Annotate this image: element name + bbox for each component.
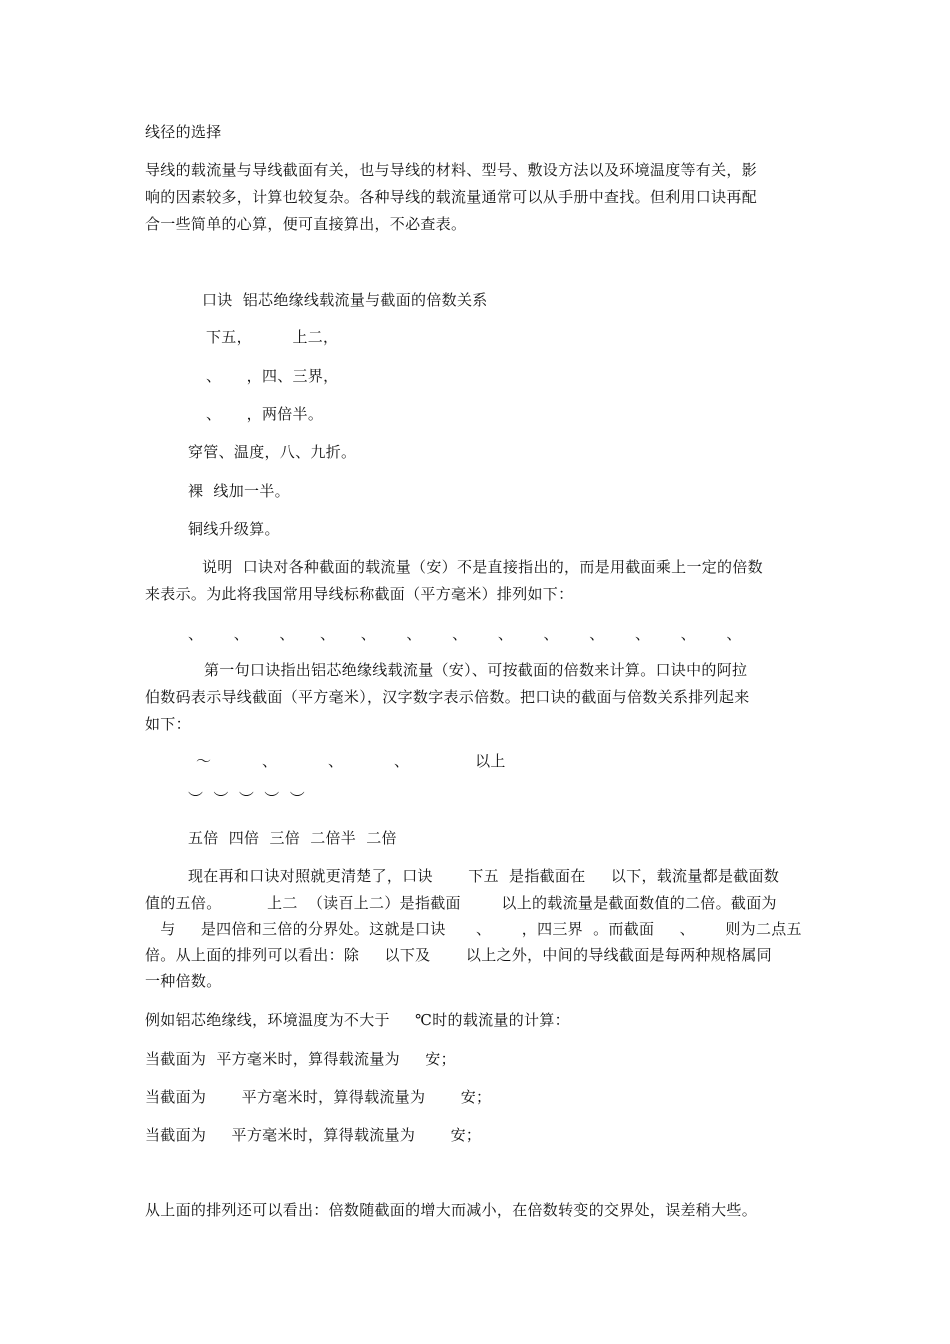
rhyme-line-2: 、 ，四、三界， <box>206 367 339 385</box>
rule-line-1: 穿管、温度，八、九折。 <box>188 443 357 461</box>
rhyme-line-1: 下五， 上二， <box>206 328 339 346</box>
explain1-line-1: 说明 口诀对各种截面的载流量（安）不是直接指出的，而是用截面乘上一定的倍数 <box>202 558 763 576</box>
example-line-1: 当截面为 平方毫米时，算得载流量为 安； <box>145 1050 456 1068</box>
explain3-line-4: 倍。从上面的排列可以看出：除 以下及 以上之外，中间的导线截面是每两种规格属同 <box>145 946 772 964</box>
explain2-line-3: 如下： <box>145 715 191 733</box>
explain2-line-1: 第一句口诀指出铝芯绝缘线载流量（安）、可按截面的倍数来计算。口诀中的阿拉 <box>204 661 748 679</box>
explain3-line-5: 一种倍数。 <box>145 972 222 990</box>
explain3-line-2: 值的五倍。 上二 （读百上二）是指截面 以上的载流量是截面数值的二倍。截面为 <box>145 894 777 912</box>
rhyme-line-3: 、 ，两倍半。 <box>206 405 324 423</box>
example-line-2: 当截面为 平方毫米时，算得载流量为 安； <box>145 1088 492 1106</box>
explain3-line-1: 现在再和口诀对照就更清楚了，口诀 下五 是指截面在 以下，载流量都是截面数 <box>188 867 780 885</box>
example-line-3: 当截面为 平方毫米时，算得载流量为 安； <box>145 1126 482 1144</box>
brace-row: ︶ ︶ ︶ ︶ ︶ <box>188 790 306 808</box>
rule-line-2: 裸 线加一半。 <box>188 482 290 500</box>
multiples-row: 五倍 四倍 三倍 二倍半 二倍 <box>188 829 397 847</box>
intro-line-3: 合一些简单的心算，便可直接算出，不必查表。 <box>145 215 467 233</box>
rhyme-heading: 口诀 铝芯绝缘线载流量与截面的倍数关系 <box>202 291 488 309</box>
explain1-line-2: 来表示。为此将我国常用导线标称截面（平方毫米）排列如下： <box>145 585 574 603</box>
ranges-row: ～ 、 、 、 以上 <box>196 752 506 770</box>
explain2-line-2: 伯数码表示导线截面（平方毫米），汉字数字表示倍数。把口诀的截面与倍数关系排列起来 <box>145 688 750 706</box>
intro-line-1: 导线的载流量与导线截面有关，也与导线的材料、型号、敷设方法以及环境温度等有关，影 <box>145 161 758 179</box>
example-heading: 例如铝芯绝缘线，环境温度为不大于 ℃时的载流量的计算： <box>145 1011 570 1029</box>
section-separator-row: 、 、 、 、 、 、 、 、 、 、 、 、 、 <box>188 625 742 643</box>
conclusion-line: 从上面的排列还可以看出：倍数随截面的增大而减小，在倍数转变的交界处，误差稍大些。 <box>145 1201 758 1219</box>
doc-title: 线径的选择 <box>145 123 222 141</box>
rule-line-3: 铜线升级算。 <box>188 520 280 538</box>
intro-line-2: 响的因素较多，计算也较复杂。各种导线的载流量通常可以从手册中查找。但利用口诀再配 <box>145 188 758 206</box>
explain3-line-3: 与 是四倍和三倍的分界处。这就是口诀 、 ，四三界 。而截面 、 则为二点五 <box>145 920 802 938</box>
